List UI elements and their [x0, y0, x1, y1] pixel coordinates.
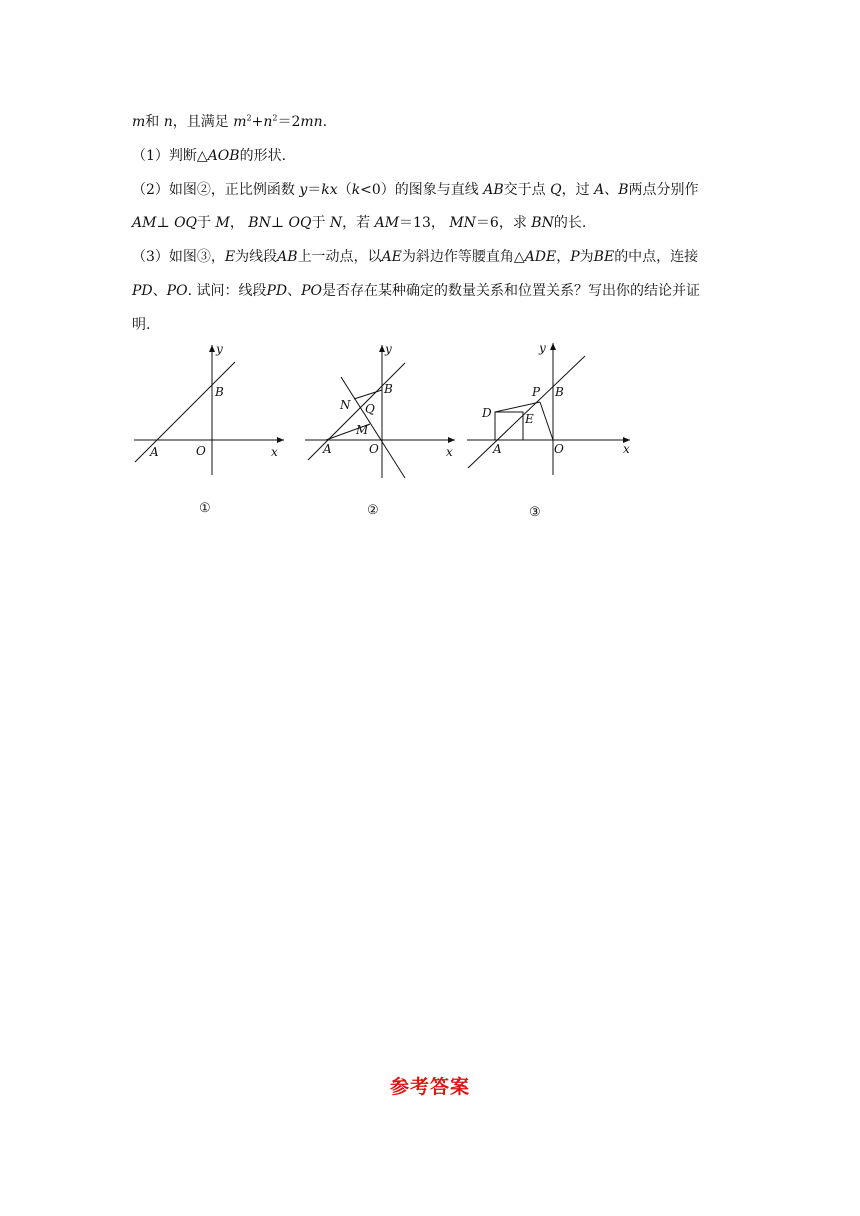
text: 是否存在某种确定的数量关系和位置关系？写出你的结论并证 — [322, 283, 701, 299]
label-x: x — [623, 442, 630, 456]
var-bn: BN — [248, 215, 271, 231]
question-1 — [132, 147, 286, 165]
label-o: O — [554, 442, 564, 456]
var-po: PO — [166, 283, 188, 299]
eq-n: n — [263, 114, 273, 130]
label-y: y — [385, 342, 392, 356]
label-p: P — [532, 385, 541, 399]
label-o: O — [196, 444, 206, 458]
text: ，若 — [342, 215, 371, 231]
superscript: 2 — [272, 113, 278, 123]
segment-pd — [495, 402, 540, 412]
var-aob: AOB — [207, 148, 240, 164]
text: 、 — [152, 283, 167, 299]
question-2-line-1 — [132, 181, 698, 199]
label-d: D — [482, 406, 492, 420]
var-e: E — [224, 249, 236, 265]
text: ，且满足 — [172, 114, 229, 130]
text: 为 — [579, 249, 594, 265]
figure-2 — [305, 345, 455, 478]
answer-heading: 参考答案 — [389, 1076, 470, 1098]
text: ＝13， — [399, 215, 445, 231]
var-a: A — [594, 182, 605, 198]
figure-number: ① — [199, 501, 211, 516]
label-a: A — [150, 445, 159, 459]
text: <0）的图象与直线 — [360, 182, 479, 198]
var-ade: ADE — [524, 249, 557, 265]
question-3-line-3 — [132, 316, 150, 334]
label-e: E — [525, 412, 534, 426]
var-y: y — [299, 182, 308, 198]
var-oq: OQ — [288, 215, 312, 231]
problem-line-1 — [132, 113, 327, 131]
question-3-line-2 — [132, 282, 700, 300]
text: 上一动点，以 — [297, 249, 382, 265]
text: 的形状. — [239, 148, 287, 164]
var-m: M — [215, 215, 230, 231]
text: ⊥ — [270, 215, 285, 231]
var-kx: kx — [321, 182, 338, 198]
eq-m: m — [233, 114, 247, 130]
text: 交于点 — [503, 182, 546, 198]
eq-rest: ＝2 — [277, 114, 301, 130]
var-n: N — [329, 215, 343, 231]
label-b: B — [555, 385, 564, 399]
text: （2）如图②，正比例函数 — [132, 182, 295, 198]
text: 明. — [132, 317, 151, 333]
var-pd: PD — [266, 283, 288, 299]
question-3-line-1 — [132, 248, 698, 266]
triangle-ade-box — [495, 412, 523, 440]
text: 两点分别作 — [628, 182, 699, 198]
text: ， — [556, 249, 571, 265]
figure-number: ③ — [529, 505, 541, 520]
var-n: n — [163, 114, 173, 130]
var-mn: MN — [449, 215, 476, 231]
text: 于 — [311, 215, 326, 231]
label-a: A — [493, 442, 502, 456]
var-pd: PD — [132, 283, 153, 299]
text: ＝6，求 — [475, 215, 527, 231]
text: 为斜边作等腰直角△ — [401, 249, 525, 265]
segment-bn — [354, 390, 382, 399]
question-2-line-2 — [132, 214, 586, 232]
period: . — [322, 114, 328, 130]
var-p: P — [570, 249, 580, 265]
text: 于 — [197, 215, 212, 231]
text: （1）判断△ — [132, 148, 208, 164]
text: 的中点，连接 — [614, 249, 699, 265]
var-ae: AE — [381, 249, 402, 265]
text: 的长. — [553, 215, 587, 231]
text: ， — [229, 215, 244, 231]
segment-po — [540, 402, 553, 440]
text: 、 — [604, 182, 619, 198]
label-b: B — [384, 382, 393, 396]
label-m: M — [356, 423, 369, 437]
text: 为线段 — [235, 249, 278, 265]
var-b: B — [618, 182, 629, 198]
label-y: y — [216, 342, 223, 356]
superscript: 2 — [246, 113, 252, 123]
var-m: m — [132, 114, 146, 130]
var-am: AM — [374, 215, 400, 231]
text: ＝ — [307, 182, 322, 198]
label-n: N — [340, 398, 351, 412]
text: . 试问：线段 — [187, 283, 267, 299]
var-bn: BN — [531, 215, 554, 231]
label-q: Q — [365, 402, 375, 416]
var-ab: AB — [277, 249, 298, 265]
var-k: k — [351, 182, 361, 198]
label-x: x — [271, 445, 278, 459]
var-ab: AB — [483, 182, 504, 198]
label-a: A — [323, 442, 332, 456]
label-b: B — [215, 385, 224, 399]
plus: + — [251, 114, 264, 130]
figure-number: ② — [367, 503, 379, 518]
text: ，过 — [561, 182, 590, 198]
var-am: AM — [132, 215, 157, 231]
var-mn: mn — [300, 114, 323, 130]
text: 、 — [287, 283, 302, 299]
text: （ — [337, 182, 352, 198]
text: ⊥ — [156, 215, 170, 231]
var-oq: OQ — [174, 215, 198, 231]
text: 和 — [145, 114, 160, 130]
label-y: y — [539, 341, 546, 355]
label-o: O — [369, 442, 379, 456]
line-oq — [341, 377, 405, 478]
var-po: PO — [301, 283, 323, 299]
var-q: Q — [550, 182, 562, 198]
label-x: x — [446, 445, 453, 459]
var-be: BE — [593, 249, 615, 265]
text: （3）如图③， — [132, 249, 225, 265]
figures — [0, 335, 860, 565]
